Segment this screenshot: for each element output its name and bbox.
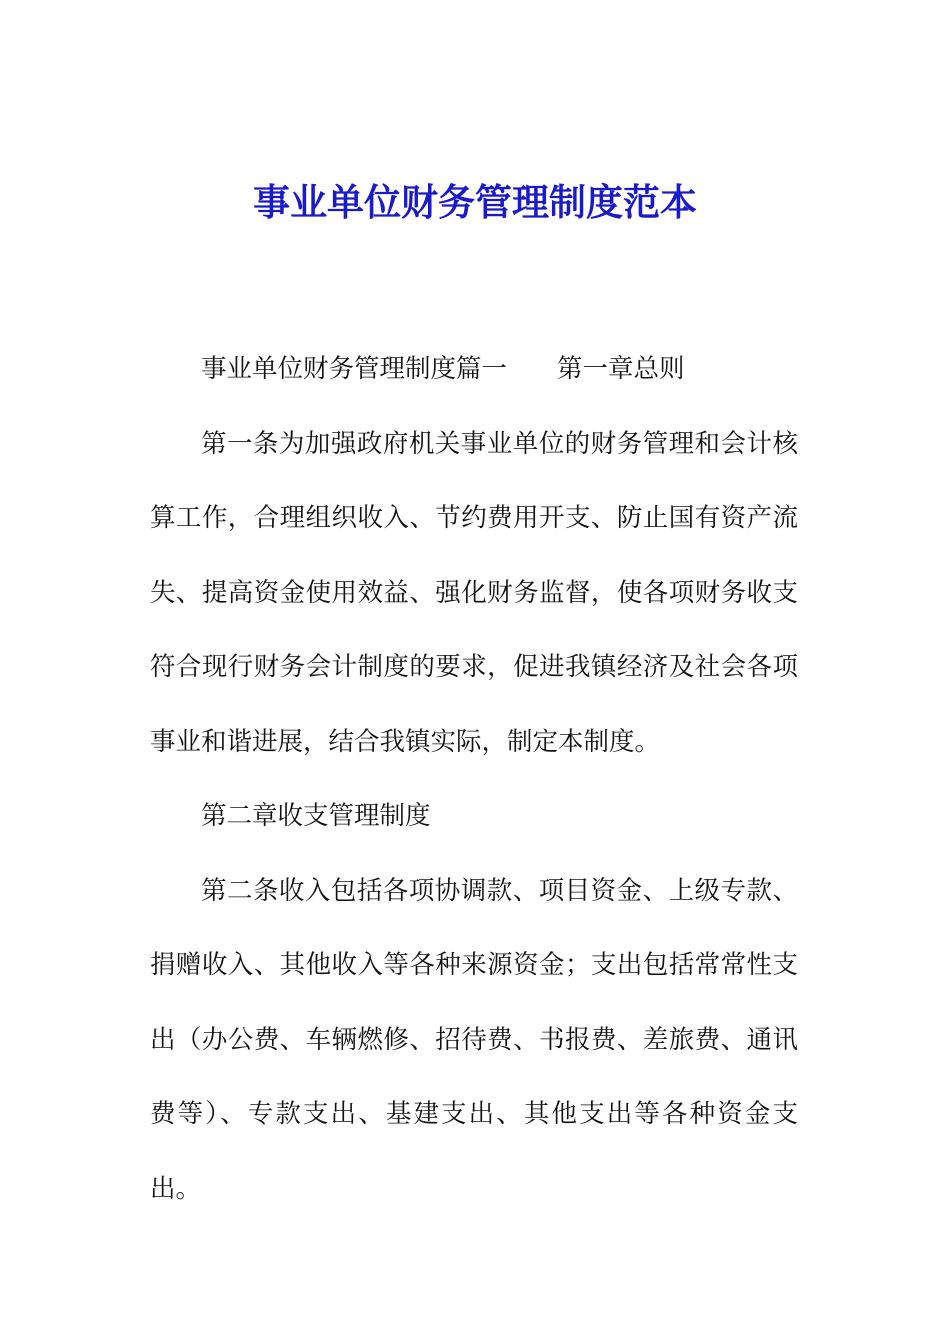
paragraph-chapter-2-heading: 第二章收支管理制度 (201, 801, 431, 831)
paragraph-article-2: 第二条收入包括各项协调款、项目资金、上级专款、捐赠收入、其他收入等各种来源资金；支出包括常常性支出（办公费、车辆燃修、招待费、书报费、差旅费、通讯费等）、专款支出、基建支出、其他支出等各种资金支出。 (150, 875, 798, 1204)
chapter-title: 第一章总则 (557, 354, 685, 384)
document-body (150, 332, 798, 1226)
paragraph-article-1: 第一条为加强政府机关事业单位的财务管理和会计核算工作，合理组织收入、节约费用开支、防止国有资产流失、提高资金使用效益、强化财务监督，使各项财务收支符合现行财务会计制度的要求，促进我镇经济及社会各项事业和谐进展，结合我镇实际，制定本制度。 (150, 428, 798, 757)
section-label: 事业单位财务管理制度篇一 (201, 354, 508, 384)
document-title: 事业单位财务管理制度范本 (253, 180, 697, 224)
paragraph-chapter-heading (150, 332, 798, 407)
